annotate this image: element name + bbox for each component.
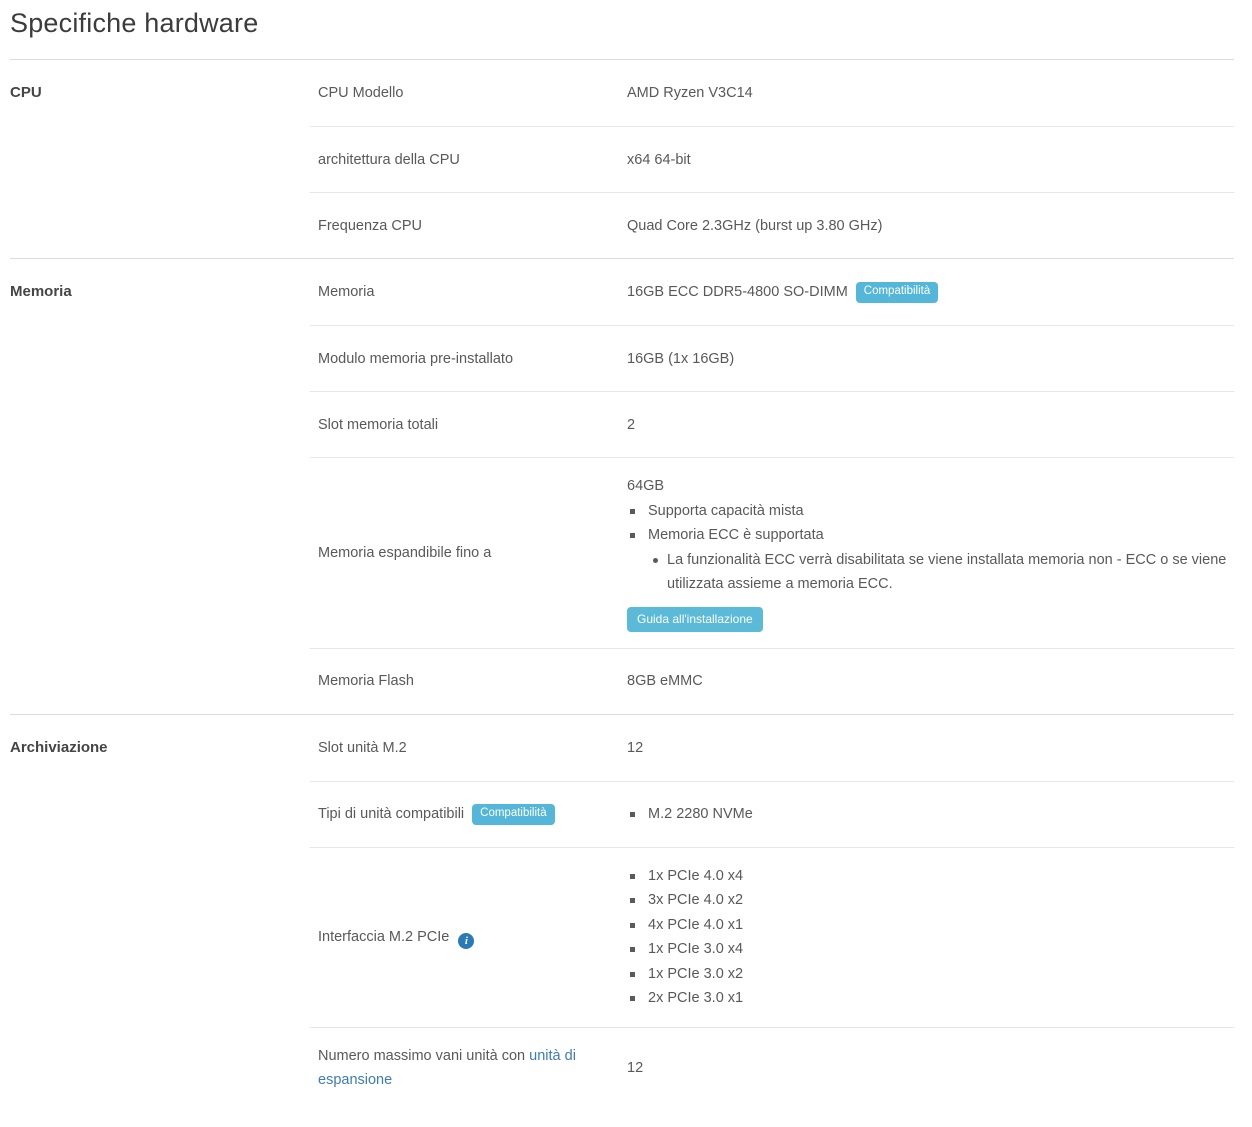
- spec-value: AMD Ryzen V3C14: [627, 85, 753, 101]
- list-item: 4x PCIe 4.0 x1: [627, 913, 1234, 938]
- row-memory-slots: [310, 391, 1234, 457]
- section-cpu: [10, 59, 1234, 258]
- square-bullet-icon: [630, 509, 635, 514]
- spec-label: Memoria espandibile fino a: [318, 544, 492, 561]
- section-storage: [10, 714, 1234, 1108]
- spec-value: Quad Core 2.3GHz (burst up 3.80 GHz): [627, 217, 883, 234]
- info-icon[interactable]: i: [458, 933, 474, 949]
- compatibility-badge[interactable]: Compatibilità: [856, 282, 938, 303]
- spec-value: 8GB eMMC: [627, 673, 703, 689]
- row-memory: [310, 259, 1234, 325]
- row-expandable-memory: [310, 457, 1234, 648]
- spec-label: Modulo memoria pre-installato: [318, 350, 514, 367]
- section-title-cpu: CPU: [10, 84, 42, 101]
- row-flash-memory: [310, 648, 1234, 714]
- spec-value: [627, 280, 1234, 304]
- row-m2-slots: [310, 715, 1234, 781]
- spec-value: [627, 474, 1234, 632]
- round-bullet-icon: [653, 558, 658, 563]
- spec-label: Slot unità M.2: [318, 739, 407, 756]
- spec-value: [627, 802, 1234, 827]
- list-item: Supporta capacità mista: [627, 499, 1234, 524]
- list-item: M.2 2280 NVMe: [627, 802, 1234, 827]
- list-item: 2x PCIe 3.0 x1: [627, 986, 1234, 1011]
- memory-value: 16GB ECC DDR5-4800 SO-DIMM: [627, 284, 848, 300]
- spec-label: Slot memoria totali: [318, 416, 439, 433]
- square-bullet-icon: [630, 972, 635, 977]
- spec-value: 12: [627, 739, 644, 756]
- section-title-storage: Archiviazione: [10, 738, 108, 756]
- row-preinstalled-memory: [310, 325, 1234, 391]
- spec-value: [627, 864, 1234, 1011]
- spec-label: Interfaccia M.2 PCIe i: [310, 925, 627, 949]
- spec-label: Numero massimo vani unità con unità di espansione: [318, 1047, 576, 1088]
- section-title-memory: Memoria: [10, 283, 72, 300]
- list-item: 1x PCIe 3.0 x4: [627, 937, 1234, 962]
- square-bullet-icon: [630, 947, 635, 952]
- spec-label: Memoria Flash: [318, 673, 414, 689]
- list-subitem: La funzionalità ECC verrà disabilitata se viene installata memoria non - ECC o se viene utilizzata assieme a memoria ECC.: [627, 548, 1234, 597]
- page-title: Specifiche hardware: [10, 8, 259, 38]
- spec-label: CPU Modello: [318, 85, 404, 101]
- compatibility-badge[interactable]: Compatibilità: [472, 804, 554, 825]
- row-cpu-architecture: [310, 126, 1234, 192]
- square-bullet-icon: [630, 898, 635, 903]
- expansion-unit-link[interactable]: unità di espansione: [318, 1047, 576, 1088]
- spec-label: architettura della CPU: [318, 151, 460, 168]
- spec-label: Frequenza CPU: [318, 217, 422, 234]
- list-item: 1x PCIe 4.0 x4: [627, 864, 1234, 889]
- square-bullet-icon: [630, 923, 635, 928]
- square-bullet-icon: [630, 812, 635, 817]
- section-memory: [10, 258, 1234, 714]
- row-m2-pcie-interface: [310, 847, 1234, 1027]
- list-item: Memoria ECC è supportata: [627, 523, 1234, 548]
- row-cpu-model: [310, 60, 1234, 126]
- expandable-memory-value: 64GB: [627, 478, 665, 494]
- spec-value: 16GB (1x 16GB): [627, 350, 735, 367]
- spec-value: x64 64-bit: [627, 151, 691, 168]
- spec-label: Tipi di unità compatibili Compatibilità: [310, 802, 627, 826]
- installation-guide-button[interactable]: Guida all'installazione: [627, 607, 763, 632]
- square-bullet-icon: [630, 996, 635, 1001]
- row-max-drive-bays: [310, 1027, 1234, 1108]
- spec-label: Memoria: [318, 284, 375, 300]
- row-cpu-frequency: [310, 192, 1234, 258]
- list-item: 3x PCIe 4.0 x2: [627, 888, 1234, 913]
- spec-value: 2: [627, 416, 636, 433]
- square-bullet-icon: [630, 533, 635, 538]
- square-bullet-icon: [630, 874, 635, 879]
- spec-value: 12: [627, 1059, 644, 1076]
- list-item: 1x PCIe 3.0 x2: [627, 962, 1234, 987]
- row-compatible-drive-types: [310, 781, 1234, 847]
